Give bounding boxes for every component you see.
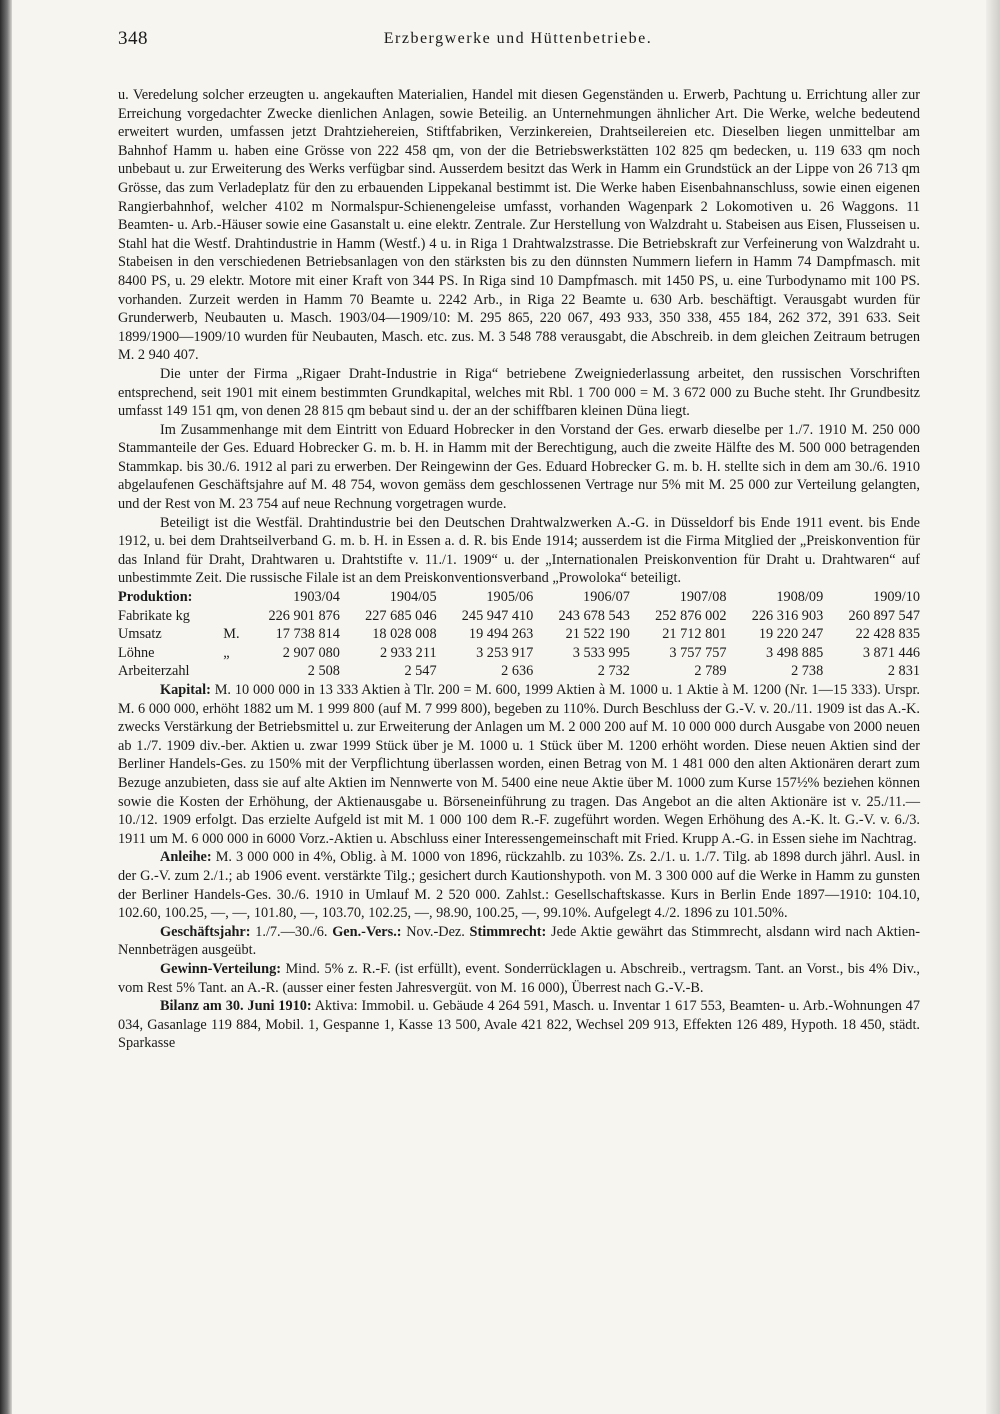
value-cell: 18 028 008 — [372, 626, 437, 643]
value-cell: 3 498 885 — [766, 644, 824, 661]
production-label: Produktion: — [118, 589, 193, 606]
page-number: 348 — [118, 28, 148, 49]
value-cell: 227 685 046 — [365, 607, 437, 624]
row-label: Umsatz — [118, 626, 162, 643]
stimmrecht-label: Stimmrecht: — [469, 923, 547, 940]
value-cell: 2 547 — [404, 663, 437, 680]
row-unit: M. — [223, 626, 240, 643]
row-label: Arbeiterzahl — [118, 663, 190, 680]
section-geschaeftsjahr — [118, 923, 920, 960]
anleihe-label: Anleihe: — [160, 849, 212, 866]
value-cell: 3 757 757 — [669, 644, 727, 661]
gewinn-text: Mind. 5% z. R.-F. (ist erfüllt), event. Sonderrücklagen u. Abschreib., vertragsm. Tant. an Vorst., bis 4% Div., vom Rest 5% Tant. an A.-R. (ausser einer festen Jahresvergüt. von M. 16 000), Überrest nach G.-V.-B. — [118, 960, 921, 996]
kapital-label: Kapital: — [160, 682, 211, 698]
value-cell: 2 831 — [887, 663, 920, 680]
value-cell: 2 738 — [791, 663, 824, 680]
page-header — [118, 28, 918, 52]
paragraph-beteiligung: Beteiligt ist die Westfäl. Drahtindustrie bei den Deutschen Drahtwalzwerken A.-G. in Düsseldorf bis Ende 1911 event. bis Ende 1912, u. bei dem Drahtseilverband G. m. b. H. in Essen a. d. R. bis Ende 1914; ausserdem ist die Firma Mitglied der „Preiskonvention für das Inland für Draht, Drahtwaren u. Drahtstifte v. 11./1. 1909“ u. der „Internationalen Preiskonvention für Draht u. Drahtwaren“ auf unbestimmte Zeit. Die russische Filale ist an dem Preiskonventionsverband „Prowoloka“ beteiligt. — [118, 514, 920, 587]
row-label: Löhne — [118, 644, 155, 661]
value-cell: 226 901 876 — [268, 607, 340, 624]
paragraph-hobrecker: Im Zusammenhange mit dem Eintritt von Eduard Hobrecker in den Vorstand der Ges. erwarb dieselbe per 1./7. 1910 M. 250 000 Stammanteile der Ges. Eduard Hobrecker G. m. b. H. in Hamm mit der Berechtigung, auch die zweite Hälfte des M. 500 000 betragenden Stammkap. bis 30./6. 1912 al pari zu erwerben. Der Reingewinn der Ges. Eduard Hobrecker G. m. b. H. stellte sich in dem am 30./6. 1910 abgelaufenen Geschäftsjahre auf M. 48 754, wovon gemäss dem geschlossenen Vertrage nur 5% mit M. 25 000 zur Verteilung gelangten, und der Rest von M. 23 754 auf neue Rechnung vorgetragen wurde. — [118, 421, 920, 513]
geschaeftsjahr-text: 1./7.—30./6. — [255, 923, 328, 940]
bilanz-label: Bilanz am 30. Juni 1910: — [160, 998, 312, 1015]
book-spine-shadow — [0, 0, 12, 1414]
year-cell: 1907/08 — [679, 589, 727, 606]
value-cell: 226 316 903 — [751, 607, 824, 624]
page-edge — [986, 0, 1000, 1414]
stimmrecht-text: Jede Aktie gewährt das Stimmrecht, alsdann wird nach Aktien-Nennbeträgen ausgeübt. — [118, 923, 920, 959]
year-cell: 1905/06 — [486, 589, 534, 606]
kapital-text: M. 10 000 000 in 13 333 Aktien à Tlr. 200 = M. 600, 1999 Aktien à M. 1000 u. 1 Aktie à M. 1200 (Nr. 1—15 333). Urspr. M. 6 000 000, erhöht 1882 um M. 1 999 800 (auf M. 7 999 800), begeben zu 110%. Durch Beschluss der G.-V. v. 20./11. 1909 ist das A.-K. zwecks Verstärkung der Betriebsmittel u. zur Erweiterung der Anlagen um M. 2 000 200 auf M. 10 000 000 durch Ausgabe von 2000 neuen ab 1./7. 1909 div.-ber. Aktien u. zwar 1999 Stück über je M. 1000 u. 1 Stück über M. 1200 erhöht worden. Diese neuen Aktien sind der Berliner Handels-Ges. zu 150% mit der Verpflichtung überlassen worden, einen Betrag von M. 1 481 000 den alten Aktionären derart zum Bezuge anzubieten, dass sie auf alte Aktien im Nennwerte von M. 5400 eine neue Aktie über M. 1000 zum Kurse 157½% beziehen können sowie die Kosten der Erhöhung, der Aktienausgabe u. Börseneinführung zu tragen. Das Angebot an die alten Aktionäre ist v. 25./11.—10./12. 1909 erfolgt. Das erzielte Aufgeld ist mit M. 1 000 100 dem R.-F. zugeführt worden. Wegen Erhöhung des A.-K. lt. G.-V. v. 6./3. 1911 um M. 6 000 000 in 6000 Vorz.-Aktien u. Abschluss einer Interessengemeinschaft mit Fried. Krupp A.-G. in Essen siehe im Nachtrag. — [118, 682, 921, 847]
year-cell: 1908/09 — [776, 589, 824, 606]
section-gewinn — [118, 960, 920, 997]
value-cell: 252 876 002 — [655, 607, 727, 624]
row-unit — [223, 607, 243, 626]
row-unit — [223, 662, 243, 681]
genvers-text: Nov.-Dez. — [406, 923, 465, 940]
value-cell: 2 508 — [307, 663, 340, 680]
value-cell: 19 220 247 — [758, 626, 824, 643]
production-table — [118, 588, 920, 681]
value-cell: 2 789 — [694, 663, 727, 680]
value-cell: 21 712 801 — [662, 626, 727, 643]
value-cell: 19 494 263 — [468, 626, 534, 643]
gewinn-label: Gewinn-Verteilung: — [160, 960, 281, 977]
year-cell: 1903/04 — [293, 589, 340, 606]
section-anleihe — [118, 848, 920, 922]
value-cell: 2 907 080 — [282, 644, 340, 661]
genvers-label: Gen.-Vers.: — [332, 923, 402, 940]
geschaeftsjahr-label: Geschäftsjahr: — [160, 923, 251, 940]
value-cell: 243 678 543 — [558, 607, 630, 624]
table-row — [118, 625, 920, 644]
table-row — [118, 662, 920, 681]
table-row — [118, 607, 920, 626]
value-cell: 260 897 547 — [848, 607, 920, 624]
value-cell: 2 636 — [501, 663, 534, 680]
running-head: Erzbergwerke und Hüttenbetriebe. — [383, 30, 653, 47]
value-cell: 2 732 — [597, 663, 630, 680]
value-cell: 245 947 410 — [461, 607, 534, 624]
value-cell: 3 253 917 — [476, 644, 534, 661]
paragraph-works: u. Veredelung solcher erzeugten u. angekauften Materialien, Handel mit diesen Gegenständen u. Erwerb, Pachtung u. Errichtung aller zur Erreichung vorgedachter Zwecke dienlichen Anlagen, sowie Beteilig. an Unternehmungen ähnlicher Art. Die Werke, welche bedeutend erweitert wurden, umfassen jetzt Drahtziehereien, Stiftfabriken, Verzinkereien, Drahtseilereien etc. Dieselben liegen unmittelbar am Bahnhof Hamm u. haben eine Grösse von 222 458 qm, von der die Betriebswerkstätten 102 825 qm bedecken, u. 119 633 qm noch unbebaut u. zur Erweiterung des Werks verfügbar sind. Ausserdem besitzt das Werk in Hamm ein Grundstück an der Lippe von 26 713 qm Grösse, das zum Verladeplatz für den zu erbauenden Lippekanal bestimmt ist. Die Werke haben Eisenbahnanschluss, sowie einen eigenen Rangierbahnhof, welcher 4102 m Normalspur-Schienengeleise umfasst, vorhanden Wagenpark 2 Lokomotiven u. 26 Waggons. 11 Beamten- u. Arb.-Häuser sowie eine Gasanstalt u. eine elektr. Zentrale. Zur Herstellung von Walzdraht u. Stabeisen aus Eisen, Flusseisen u. Stahl hat die Westf. Drahtindustrie in Hamm (Westf.) 4 u. in Riga 1 Drahtwalzstrasse. Die Betriebskraft zur Verfeinerung von Walzdraht u. Stabeisen in den verschiedenen Betriebsanlagen von den stärksten bis zu den dünnsten Nummern liefern in Hamm 74 Dampfmasch. mit 8400 PS, u. 29 elektr. Motore mit einer Kraft von 344 PS. In Riga sind 10 Dampfmasch. mit 1450 PS, u. eine Turbodynamo mit 100 PS. vorhanden. Zurzeit werden in Hamm 70 Beamte u. 2242 Arb., in Riga 22 Beamte u. 630 Arb. beschäftigt. Verausgabt wurden für Grunderwerb, Neubauten u. Masch. 1903/04—1909/10: M. 295 865, 220 067, 493 933, 350 338, 455 184, 262 372, 391 633. Seit 1899/1900—1909/10 wurden für Neubauten, Masch. etc. zus. M. 3 548 788 verausgabt, die Abschreib. in dem gleichen Zeitraum betrugen M. 2 940 407. — [118, 87, 920, 364]
paragraph-riga: Die unter der Firma „Rigaer Draht-Industrie in Riga“ betriebene Zweigniederlassung arbeitet, den russischen Vorschriften entsprechend, seit 1901 mit einem bestimmten Grundkapital, welches mit Rbl. 1 700 000 = M. 3 672 000 zu Buche steht. Ihr Grundbesitz umfasst 149 151 qm, von denen 28 815 qm bebaut sind u. der an der schiffbaren kleinen Düna liegt. — [118, 365, 920, 420]
year-cell: 1904/05 — [389, 589, 437, 606]
value-cell: 22 428 835 — [855, 626, 920, 643]
year-cell: 1906/07 — [583, 589, 630, 606]
value-cell: 2 933 211 — [379, 644, 437, 661]
production-header-row — [118, 588, 920, 607]
bilanz-text: Aktiva: Immobil. u. Gebäude 4 264 591, Masch. u. Inventar 1 617 553, Beamten- u. Arb.-Wohnungen 47 034, Gasanlage 119 884, Mobil. 1, Gespanne 1, Kasse 13 500, Avale 421 822, Wechsel 209 913, Effekten 126 489, Hypoth. 18 450, städt. Sparkasse — [118, 998, 921, 1052]
value-cell: 3 533 995 — [572, 644, 630, 661]
section-bilanz — [118, 997, 920, 1053]
value-cell: 21 522 190 — [565, 626, 630, 643]
section-kapital — [118, 681, 920, 848]
year-cell: 1909/10 — [873, 589, 920, 606]
value-cell: 3 871 446 — [862, 644, 920, 661]
value-cell: 17 738 814 — [275, 626, 340, 643]
table-row — [118, 644, 920, 663]
row-unit: „ — [223, 644, 230, 661]
row-label: Fabrikate kg — [118, 607, 190, 624]
page-body — [118, 86, 920, 1053]
anleihe-text: M. 3 000 000 in 4%, Oblig. à M. 1000 von 1896, rückzahlb. zu 103%. Zs. 2./1. u. 1./7. Tilg. ab 1898 durch jährl. Ausl. in der G.-V. zum 2./1.; ab 1906 event. verstärkte Tilg.; gesichert durch Kautionshypoth. von M. 3 300 000 auf die Werke in Hamm zu gunsten der Berliner Handels-Ges. 30./6. 1910 in Umlauf M. 2 520 000. Zahlst.: Gesellschaftskasse. Kurs in Berlin Ende 1897—1910: 104.10, 102.60, 100.25, —, —, 101.80, —, 103.70, 102.25, —, 98.90, 100.25, —, 99.10%. Aufgelegt 4./2. 1896 zu 101.50%. — [118, 849, 920, 922]
